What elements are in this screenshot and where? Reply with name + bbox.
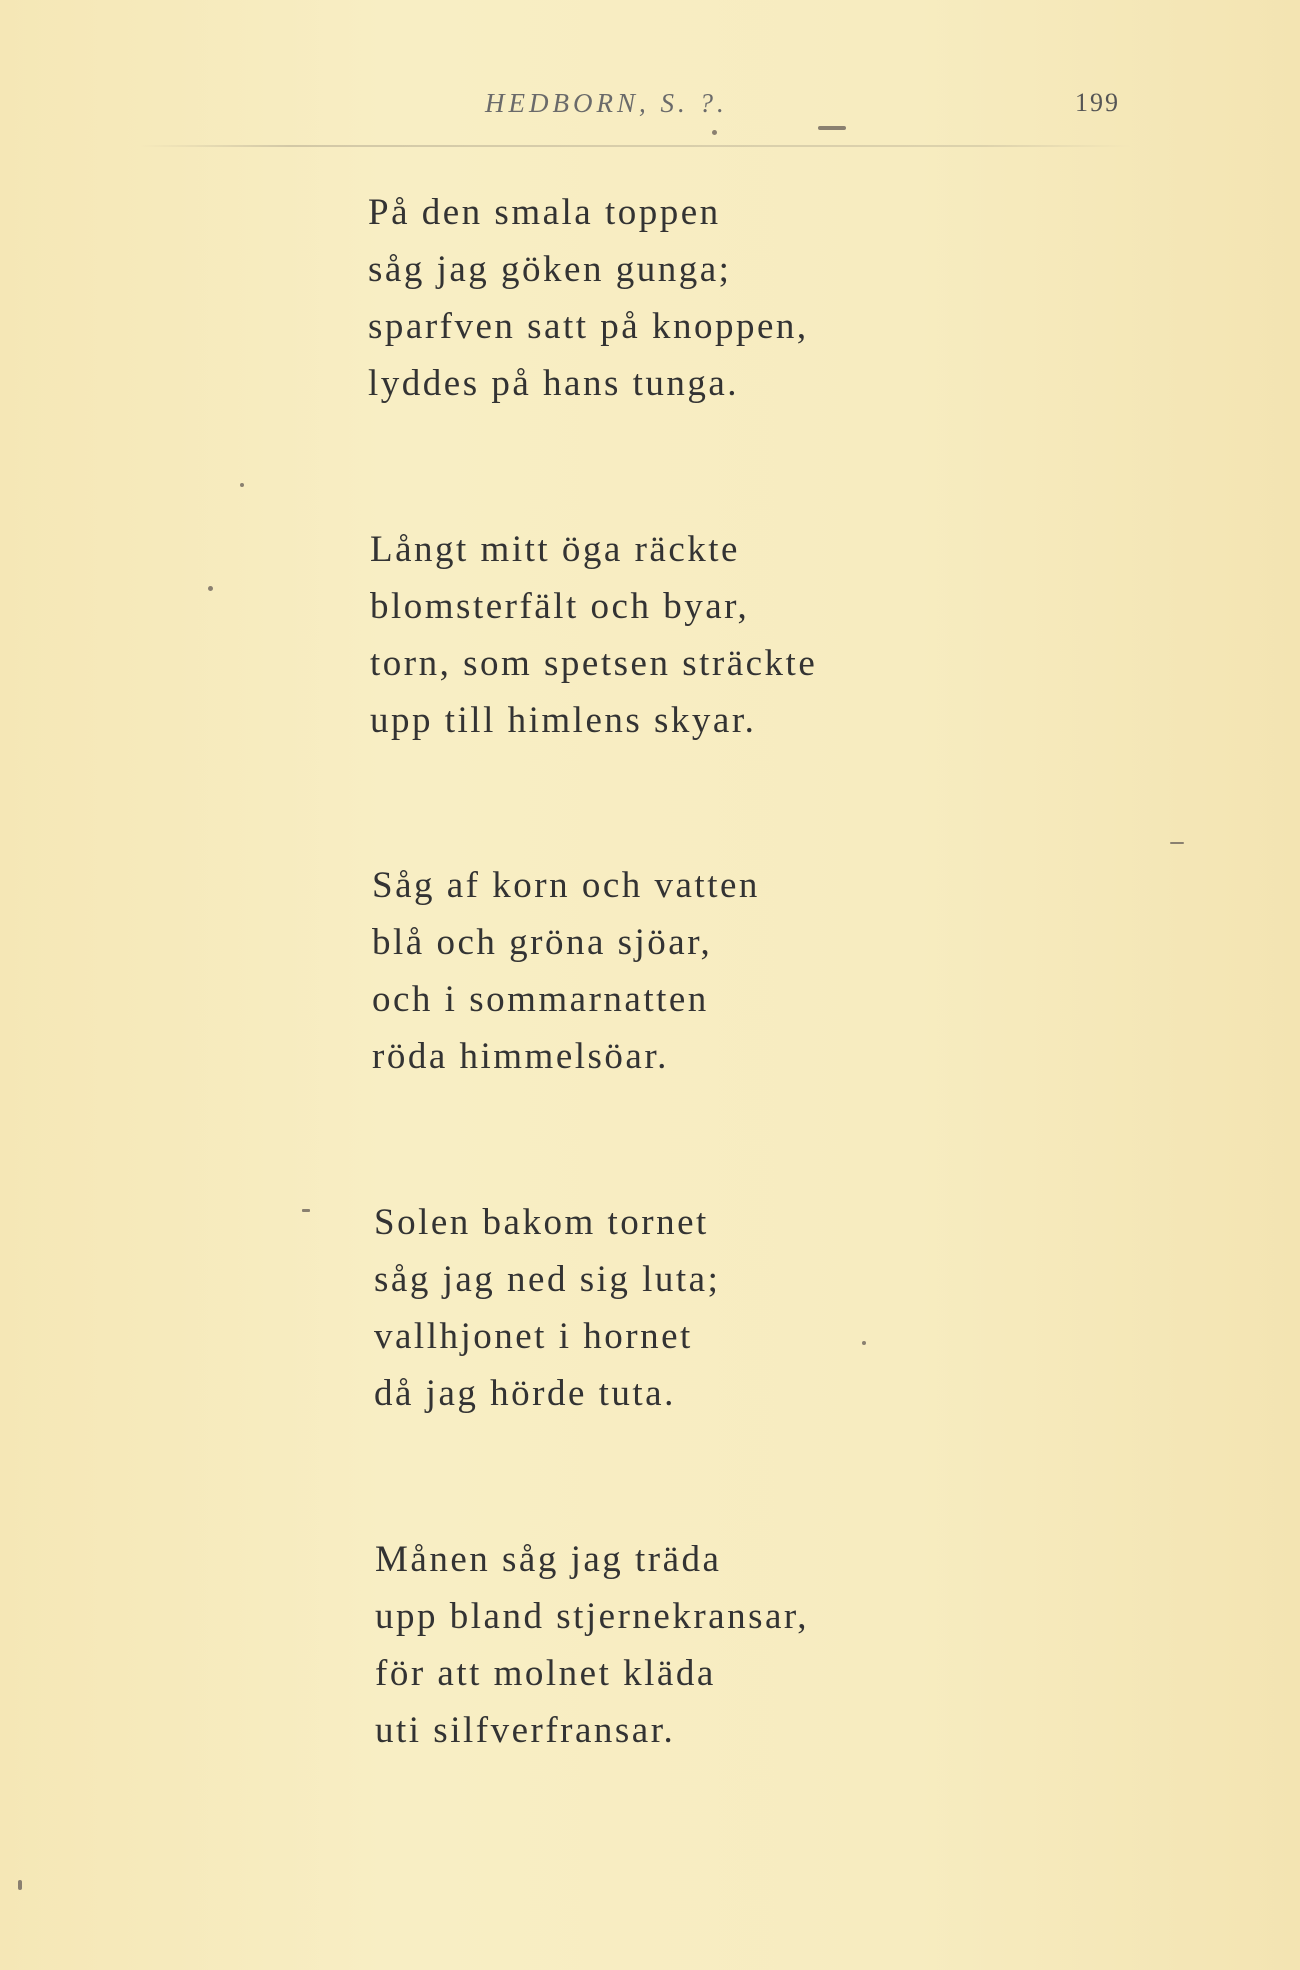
poem-line: såg jag ned sig luta; — [374, 1259, 721, 1300]
header-rule — [140, 145, 1130, 147]
ink-speck — [240, 483, 244, 487]
poem-line: såg jag göken gunga; — [368, 249, 732, 290]
poem-line: Såg af korn och vatten — [372, 865, 760, 906]
poem-line: På den smala toppen — [368, 192, 721, 233]
ink-speck — [1170, 842, 1184, 844]
stanza-2 — [370, 521, 817, 749]
poem-line: lyddes på hans tunga. — [368, 363, 740, 404]
ink-speck — [208, 586, 213, 591]
poem-line: torn, som spetsen sträckte — [370, 643, 818, 684]
stanza-1 — [368, 184, 809, 412]
poem-line: Långt mitt öga räckte — [370, 529, 740, 570]
poem-line: då jag hörde tuta. — [374, 1373, 676, 1414]
ink-speck — [862, 1341, 866, 1345]
poem-line: röda himmelsöar. — [372, 1036, 669, 1077]
poem-line: blå och gröna sjöar, — [372, 922, 713, 963]
running-title: HEDBORN, S. ?. — [485, 88, 728, 118]
ink-speck — [18, 1880, 22, 1890]
poem-line: sparfven satt på knoppen, — [368, 306, 809, 347]
stanza-4 — [374, 1194, 720, 1422]
poem-line: Månen såg jag träda — [375, 1539, 722, 1580]
poem-line: upp bland stjernekransar, — [375, 1596, 809, 1637]
stanza-5 — [375, 1531, 809, 1759]
stanza-3 — [372, 857, 760, 1085]
poem-line: vallhjonet i hornet — [374, 1316, 693, 1357]
ink-speck — [818, 126, 846, 130]
poem-line: Solen bakom tornet — [374, 1202, 709, 1243]
poem-line: och i sommarnatten — [372, 979, 709, 1020]
poem-line: blomsterfält och byar, — [370, 586, 750, 627]
running-head — [0, 88, 1300, 128]
ink-speck — [302, 1209, 310, 1212]
poem-line: upp till himlens skyar. — [370, 700, 757, 741]
poem-line: för att molnet kläda — [375, 1653, 716, 1694]
poem-line: uti silfverfransar. — [375, 1710, 676, 1751]
ink-speck — [712, 130, 717, 135]
page-number: 199 — [1075, 88, 1120, 117]
